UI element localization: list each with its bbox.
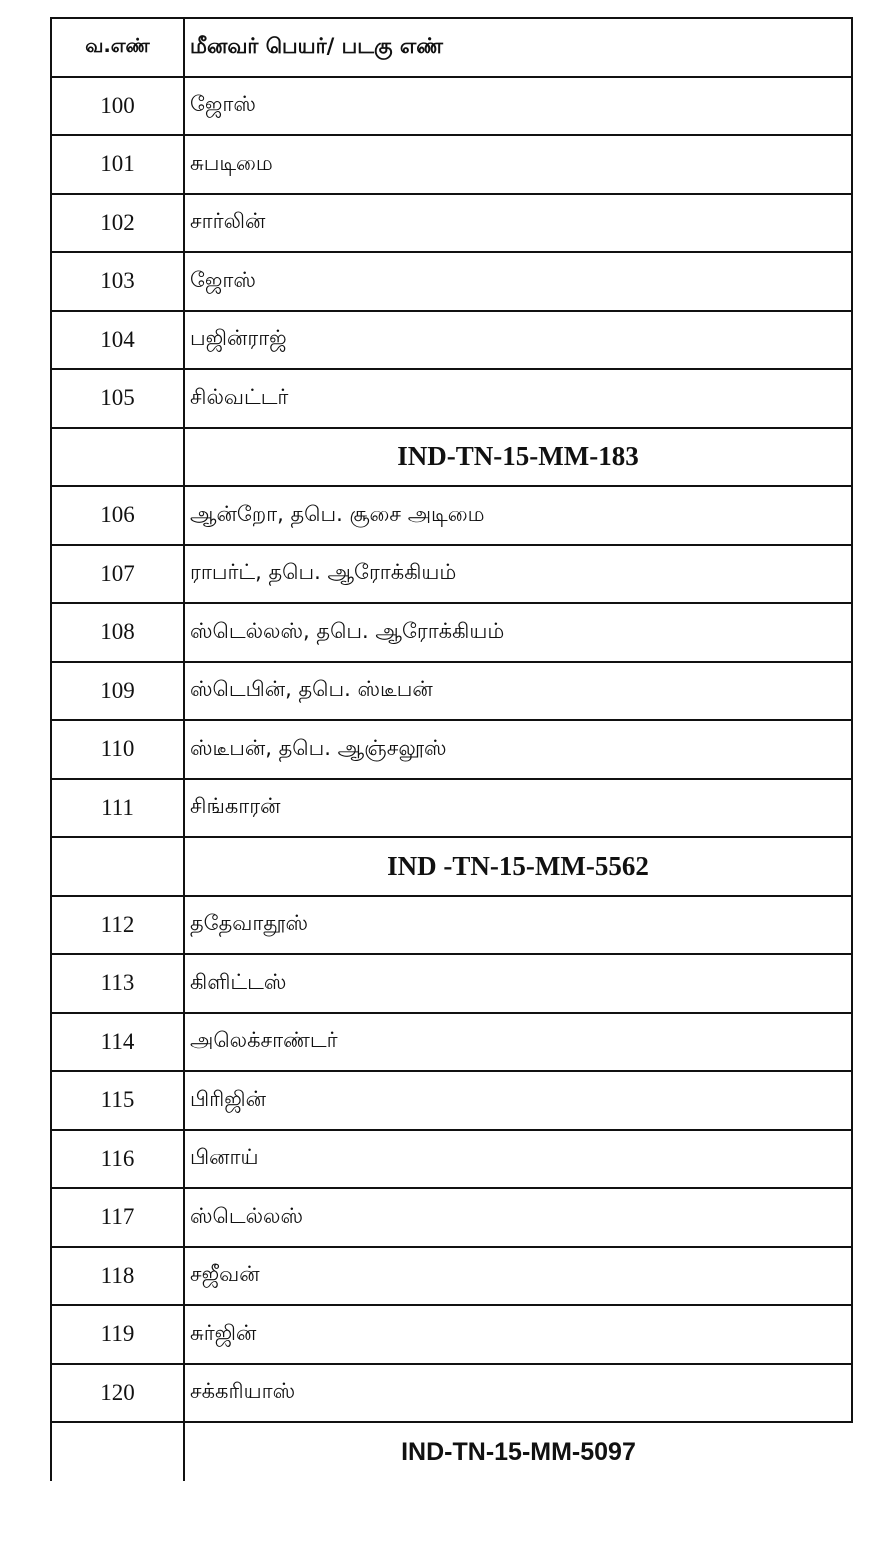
name-boat-header: மீனவர் பெயர்/ படகு எண்	[184, 18, 852, 77]
fisherman-name-cell: பிரிஜின்	[184, 1071, 852, 1130]
boat-number-cell: IND-TN-15-MM-183	[184, 428, 852, 487]
fisherman-name-cell: பஜின்ராஜ்	[184, 311, 852, 370]
boat-number-cell: IND -TN-15-MM-5562	[184, 837, 852, 896]
table-row	[51, 720, 852, 779]
serial-number-cell: 115	[51, 1071, 184, 1130]
table-row	[51, 311, 852, 370]
table-row	[51, 77, 852, 136]
table-row	[51, 1071, 852, 1130]
serial-number-cell	[51, 1422, 184, 1481]
serial-number-cell: 106	[51, 486, 184, 545]
table-row	[51, 135, 852, 194]
serial-number-cell: 107	[51, 545, 184, 604]
table-row	[51, 1188, 852, 1247]
serial-number-cell: 108	[51, 603, 184, 662]
fisherman-name-cell: சில்வட்டர்	[184, 369, 852, 428]
serial-number-cell	[51, 837, 184, 896]
table-row	[51, 194, 852, 253]
serial-number-cell: 109	[51, 662, 184, 721]
table-header-row	[51, 18, 852, 77]
fisherman-name-cell: ஜோஸ்	[184, 252, 852, 311]
serial-number-cell: 112	[51, 896, 184, 955]
table-row	[51, 1130, 852, 1189]
serial-number-cell: 103	[51, 252, 184, 311]
serial-number-cell: 120	[51, 1364, 184, 1423]
table-row	[51, 1013, 852, 1072]
fisherman-name-cell: ஸ்டீபன், தபெ. ஆஞ்சலூஸ்	[184, 720, 852, 779]
table-row	[51, 486, 852, 545]
fishermen-table	[50, 17, 853, 1481]
table-row	[51, 1364, 852, 1423]
serial-number-cell	[51, 428, 184, 487]
table-row	[51, 896, 852, 955]
table-row	[51, 1247, 852, 1306]
fisherman-name-cell: சிங்காரன்	[184, 779, 852, 838]
fisherman-name-cell: கிளிட்டஸ்	[184, 954, 852, 1013]
table-row	[51, 545, 852, 604]
serial-number-cell: 102	[51, 194, 184, 253]
boat-row	[51, 837, 852, 896]
table-row	[51, 603, 852, 662]
serial-number-cell: 119	[51, 1305, 184, 1364]
serial-number-cell: 116	[51, 1130, 184, 1189]
serial-number-cell: 113	[51, 954, 184, 1013]
fisherman-name-cell: சுர்ஜின்	[184, 1305, 852, 1364]
fisherman-name-cell: சார்லின்	[184, 194, 852, 253]
fisherman-name-cell: ராபர்ட், தபெ. ஆரோக்கியம்	[184, 545, 852, 604]
fisherman-name-cell: அலெக்சாண்டர்	[184, 1013, 852, 1072]
fisherman-name-cell: ஆன்றோ, தபெ. சூசை அடிமை	[184, 486, 852, 545]
fisherman-name-cell: ஸ்டெல்லஸ்	[184, 1188, 852, 1247]
table-row	[51, 779, 852, 838]
fisherman-name-cell: சஜீவன்	[184, 1247, 852, 1306]
fisherman-name-cell: ஜோஸ்	[184, 77, 852, 136]
serial-number-cell: 104	[51, 311, 184, 370]
serial-number-cell: 117	[51, 1188, 184, 1247]
fisherman-name-cell: ததேவாதூஸ்	[184, 896, 852, 955]
table-row	[51, 252, 852, 311]
fisherman-name-cell: பினாய்	[184, 1130, 852, 1189]
boat-number-cell: IND-TN-15-MM-5097	[184, 1422, 852, 1481]
serial-number-cell: 114	[51, 1013, 184, 1072]
fisherman-name-cell: ஸ்டெல்லஸ், தபெ. ஆரோக்கியம்	[184, 603, 852, 662]
serial-number-cell: 100	[51, 77, 184, 136]
serial-number-cell: 118	[51, 1247, 184, 1306]
table-row	[51, 954, 852, 1013]
serial-number-cell: 110	[51, 720, 184, 779]
fisherman-name-cell: சுபடிமை	[184, 135, 852, 194]
boat-row	[51, 1422, 852, 1481]
serial-number-header: வ.எண்	[51, 18, 184, 77]
table-row	[51, 1305, 852, 1364]
serial-number-cell: 101	[51, 135, 184, 194]
serial-number-cell: 105	[51, 369, 184, 428]
table-row	[51, 662, 852, 721]
fisherman-name-cell: ஸ்டெபின், தபெ. ஸ்டீபன்	[184, 662, 852, 721]
fisherman-name-cell: சக்கரியாஸ்	[184, 1364, 852, 1423]
boat-row	[51, 428, 852, 487]
serial-number-cell: 111	[51, 779, 184, 838]
table-row	[51, 369, 852, 428]
